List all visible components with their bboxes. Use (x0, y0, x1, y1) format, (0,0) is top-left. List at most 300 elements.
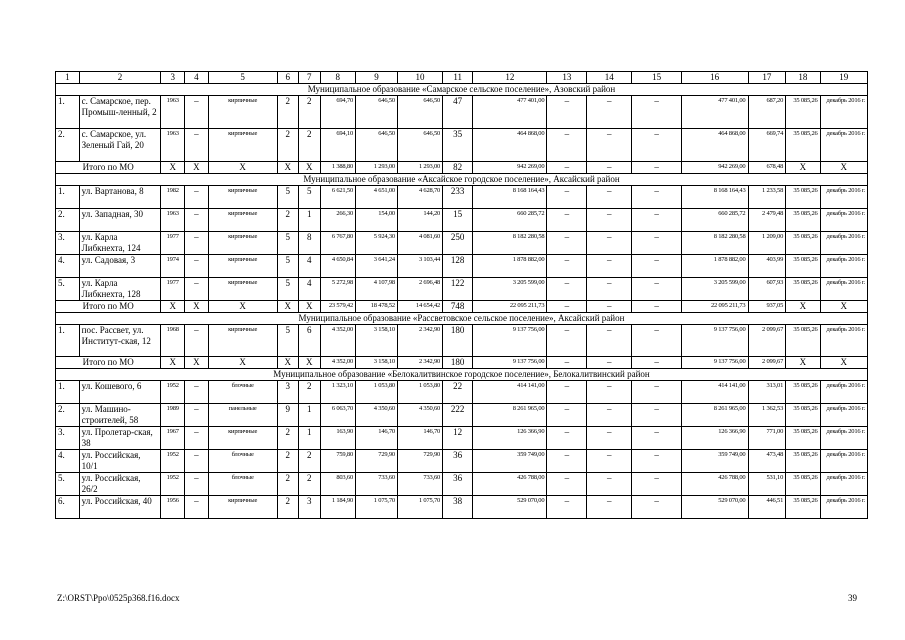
residential-area: 4 350,60 (397, 404, 442, 427)
total-area: 163,90 (320, 427, 355, 450)
repair-cost: 1 878 882,00 (473, 255, 547, 278)
table-cell: – (547, 381, 587, 404)
repair-cost: 8 182 280,58 (473, 232, 547, 255)
repair-cost: 464 868,00 (473, 129, 547, 162)
table-cell: X (277, 162, 299, 174)
residential-area: 2 342,90 (397, 357, 442, 369)
address: пос. Рассвет, ул. Институт-ская, 12 (79, 325, 161, 357)
table-row (56, 186, 868, 209)
residents-count: 233 (443, 186, 473, 209)
table-cell: X (208, 301, 277, 313)
table-cell: – (632, 255, 681, 278)
entrances: 6 (299, 325, 321, 357)
completion-date: декабрь 2016 г. (820, 427, 867, 450)
entrances: 2 (299, 450, 321, 473)
table-cell: X (820, 301, 867, 313)
unit-cost: 687,20 (748, 96, 786, 129)
unit-cost: 1 362,53 (748, 404, 786, 427)
column-number: 5 (208, 72, 277, 84)
column-number: 17 (748, 72, 786, 84)
table-cell: – (632, 381, 681, 404)
section-title-row (56, 84, 868, 96)
table-cell: – (587, 404, 632, 427)
table-cell: – (547, 427, 587, 450)
total-row (56, 357, 868, 369)
total-cost: 942 269,00 (681, 162, 748, 174)
wall-material: кирпичные (208, 325, 277, 357)
wall-material: панельные (208, 404, 277, 427)
table-cell: – (632, 325, 681, 357)
residential-area: 2 342,90 (397, 325, 442, 357)
row-number: 3. (56, 232, 80, 255)
table-cell: – (632, 301, 681, 313)
repair-cost: 359 749,00 (473, 450, 547, 473)
max-unit-cost: 35 085,26 (786, 129, 820, 162)
table-cell: X (185, 162, 209, 174)
unit-cost: 531,10 (748, 473, 786, 496)
table-cell: – (632, 209, 681, 232)
total-cost: 22 095 211,73 (681, 301, 748, 313)
table-cell: – (547, 186, 587, 209)
table-cell: X (786, 162, 820, 174)
floors: 2 (277, 473, 299, 496)
total-area: 694,70 (320, 96, 355, 129)
table-cell: – (632, 450, 681, 473)
total-cost: 1 878 882,00 (681, 255, 748, 278)
year-built: 1956 (161, 496, 185, 519)
total-cost: 426 788,00 (681, 473, 748, 496)
column-number: 6 (277, 72, 299, 84)
address: с. Самарское, ул. Зеленый Гай, 20 (79, 129, 161, 162)
completion-date: декабрь 2016 г. (820, 278, 867, 301)
residents-count: 47 (443, 96, 473, 129)
total-area: 266,30 (320, 209, 355, 232)
table-cell: – (632, 496, 681, 519)
total-cost: 8 182 280,58 (681, 232, 748, 255)
living-area: 1 053,80 (356, 381, 398, 404)
table-cell: – (587, 209, 632, 232)
address: ул. Садовая, 3 (79, 255, 161, 278)
unit-cost: 2 099,67 (748, 357, 786, 369)
column-number: 3 (161, 72, 185, 84)
total-cost: 477 401,00 (681, 96, 748, 129)
living-area: 733,60 (356, 473, 398, 496)
residents-count: 22 (443, 381, 473, 404)
repair-cost: 660 285,72 (473, 209, 547, 232)
table-cell: – (632, 473, 681, 496)
section-title: Муниципальное образование «Рассветовское сельское поселение», Аксайский район (56, 313, 868, 325)
floors: 2 (277, 96, 299, 129)
residents-count: 748 (443, 301, 473, 313)
table-cell: – (547, 96, 587, 129)
table-cell: – (587, 232, 632, 255)
section-title-row (56, 174, 868, 186)
wall-material: кирпичные (208, 209, 277, 232)
table-cell: X (820, 357, 867, 369)
entrances: 2 (299, 381, 321, 404)
residential-area: 646,50 (397, 96, 442, 129)
residents-count: 38 (443, 496, 473, 519)
floors: 9 (277, 404, 299, 427)
residential-area: 1 293,00 (397, 162, 442, 174)
table-cell: – (185, 96, 209, 129)
table-cell: – (547, 129, 587, 162)
repair-cost: 477 401,00 (473, 96, 547, 129)
residential-area: 646,50 (397, 129, 442, 162)
total-area: 4 352,00 (320, 325, 355, 357)
max-unit-cost: 35 085,26 (786, 496, 820, 519)
residents-count: 12 (443, 427, 473, 450)
floors: 2 (277, 427, 299, 450)
table-cell: X (299, 301, 321, 313)
residential-area: 729,90 (397, 450, 442, 473)
column-number: 12 (473, 72, 547, 84)
completion-date: декабрь 2016 г. (820, 404, 867, 427)
table-cell: – (632, 96, 681, 129)
entrances: 1 (299, 404, 321, 427)
residential-area: 144,20 (397, 209, 442, 232)
year-built: 1968 (161, 325, 185, 357)
column-number: 15 (632, 72, 681, 84)
living-area: 646,50 (356, 96, 398, 129)
repair-cost: 3 205 599,00 (473, 278, 547, 301)
unit-cost: 313,01 (748, 381, 786, 404)
max-unit-cost: 35 085,26 (786, 96, 820, 129)
entrances: 5 (299, 186, 321, 209)
address: ул. Российская, 40 (79, 496, 161, 519)
table-cell: – (185, 325, 209, 357)
table-row (56, 129, 868, 162)
total-cost: 3 205 599,00 (681, 278, 748, 301)
row-number: 1. (56, 186, 80, 209)
table-cell: X (786, 357, 820, 369)
total-area: 759,80 (320, 450, 355, 473)
table-cell: X (185, 357, 209, 369)
table-cell: – (587, 496, 632, 519)
entrances: 3 (299, 496, 321, 519)
table-cell: – (632, 427, 681, 450)
completion-date: декабрь 2016 г. (820, 255, 867, 278)
table-cell: – (632, 232, 681, 255)
table-cell: – (587, 427, 632, 450)
completion-date: декабрь 2016 г. (820, 473, 867, 496)
table-cell: – (547, 232, 587, 255)
row-number: 1. (56, 381, 80, 404)
unit-cost: 607,93 (748, 278, 786, 301)
total-row (56, 162, 868, 174)
table-cell: – (547, 404, 587, 427)
residents-count: 15 (443, 209, 473, 232)
living-area: 3 641,24 (356, 255, 398, 278)
year-built: 1967 (161, 427, 185, 450)
table-cell: – (185, 278, 209, 301)
year-built: 1974 (161, 255, 185, 278)
table-cell: X (786, 301, 820, 313)
total-cost: 8 261 965,00 (681, 404, 748, 427)
table-cell: – (632, 186, 681, 209)
entrances: 1 (299, 427, 321, 450)
floors: 2 (277, 129, 299, 162)
table-row (56, 450, 868, 473)
table-row (56, 278, 868, 301)
total-area: 6 621,50 (320, 186, 355, 209)
table-cell: – (547, 209, 587, 232)
living-area: 18 478,52 (356, 301, 398, 313)
table-cell: X (820, 162, 867, 174)
total-cost: 359 749,00 (681, 450, 748, 473)
table-row (56, 404, 868, 427)
table-cell: X (299, 162, 321, 174)
max-unit-cost: 35 085,26 (786, 381, 820, 404)
table-row (56, 381, 868, 404)
section-title: Муниципальное образование «Самарское сельское поселение», Азовский район (56, 84, 868, 96)
table-cell: – (547, 357, 587, 369)
table-cell: – (185, 209, 209, 232)
table-row (56, 496, 868, 519)
completion-date: декабрь 2016 г. (820, 209, 867, 232)
unit-cost: 1 209,00 (748, 232, 786, 255)
wall-material: кирпичные (208, 186, 277, 209)
repair-cost: 9 137 756,00 (473, 357, 547, 369)
section-title-row (56, 313, 868, 325)
living-area: 4 651,00 (356, 186, 398, 209)
table-cell: – (547, 278, 587, 301)
table-cell: – (587, 96, 632, 129)
row-number: 4. (56, 450, 80, 473)
total-cost: 9 137 756,00 (681, 357, 748, 369)
max-unit-cost: 35 085,26 (786, 186, 820, 209)
entrances: 4 (299, 255, 321, 278)
floors: 2 (277, 450, 299, 473)
total-cost: 414 141,00 (681, 381, 748, 404)
table-row (56, 232, 868, 255)
max-unit-cost: 35 085,26 (786, 325, 820, 357)
total-area: 803,60 (320, 473, 355, 496)
address: ул. Машино-строителей, 58 (79, 404, 161, 427)
section-title-row (56, 369, 868, 381)
row-number: 4. (56, 255, 80, 278)
repair-cost: 8 261 965,00 (473, 404, 547, 427)
residents-count: 128 (443, 255, 473, 278)
unit-cost: 2 099,67 (748, 325, 786, 357)
completion-date: декабрь 2016 г. (820, 96, 867, 129)
unit-cost: 669,74 (748, 129, 786, 162)
living-area: 1 075,70 (356, 496, 398, 519)
residential-area: 1 053,80 (397, 381, 442, 404)
max-unit-cost: 35 085,26 (786, 255, 820, 278)
total-cost: 660 285,72 (681, 209, 748, 232)
year-built: 1982 (161, 186, 185, 209)
table-row (56, 427, 868, 450)
completion-date: декабрь 2016 г. (820, 232, 867, 255)
max-unit-cost: 35 085,26 (786, 427, 820, 450)
year-built: 1952 (161, 450, 185, 473)
wall-material: блочные (208, 381, 277, 404)
section-title: Муниципальное образование «Белокалитвинское городское поселение», Белокалитвинский район (56, 369, 868, 381)
table-cell: X (161, 162, 185, 174)
year-built: 1952 (161, 473, 185, 496)
table-cell: – (587, 473, 632, 496)
residential-area: 4 081,60 (397, 232, 442, 255)
residents-count: 36 (443, 473, 473, 496)
column-number: 16 (681, 72, 748, 84)
unit-cost: 403,99 (748, 255, 786, 278)
repair-cost: 8 168 164,43 (473, 186, 547, 209)
column-number: 11 (443, 72, 473, 84)
table-cell: – (185, 381, 209, 404)
repair-cost: 9 137 756,00 (473, 325, 547, 357)
total-label: Итого по МО (56, 357, 161, 369)
year-built: 1963 (161, 129, 185, 162)
total-row (56, 301, 868, 313)
table-cell: X (208, 162, 277, 174)
entrances: 1 (299, 209, 321, 232)
unit-cost: 2 479,48 (748, 209, 786, 232)
repair-cost: 126 366,90 (473, 427, 547, 450)
floors: 5 (277, 278, 299, 301)
residents-count: 250 (443, 232, 473, 255)
total-label: Итого по МО (56, 301, 161, 313)
entrances: 2 (299, 96, 321, 129)
row-number: 5. (56, 278, 80, 301)
floors: 2 (277, 209, 299, 232)
repair-cost: 529 070,00 (473, 496, 547, 519)
table-cell: – (547, 473, 587, 496)
residential-area: 1 075,70 (397, 496, 442, 519)
column-number: 18 (786, 72, 820, 84)
repair-cost: 22 095 211,73 (473, 301, 547, 313)
unit-cost: 1 233,58 (748, 186, 786, 209)
total-area: 1 323,10 (320, 381, 355, 404)
wall-material: блочные (208, 473, 277, 496)
total-cost: 8 168 164,43 (681, 186, 748, 209)
total-area: 1 184,90 (320, 496, 355, 519)
wall-material: кирпичные (208, 255, 277, 278)
wall-material: кирпичные (208, 129, 277, 162)
residents-count: 180 (443, 325, 473, 357)
row-number: 2. (56, 209, 80, 232)
residential-area: 14 654,42 (397, 301, 442, 313)
table-cell: – (547, 496, 587, 519)
table-row (56, 255, 868, 278)
total-area: 1 388,80 (320, 162, 355, 174)
floors: 5 (277, 255, 299, 278)
table-row (56, 325, 868, 357)
completion-date: декабрь 2016 г. (820, 496, 867, 519)
completion-date: декабрь 2016 г. (820, 186, 867, 209)
total-cost: 126 366,90 (681, 427, 748, 450)
living-area: 4 350,60 (356, 404, 398, 427)
address: с. Самарское, пер. Промыш-ленный, 2 (79, 96, 161, 129)
total-area: 694,10 (320, 129, 355, 162)
floors: 5 (277, 186, 299, 209)
table-cell: – (587, 301, 632, 313)
table-cell: – (185, 427, 209, 450)
completion-date: декабрь 2016 г. (820, 325, 867, 357)
address: ул. Российская, 10/1 (79, 450, 161, 473)
row-number: 6. (56, 496, 80, 519)
address: ул. Карла Либкнехта, 128 (79, 278, 161, 301)
living-area: 1 293,00 (356, 162, 398, 174)
table-cell: – (632, 278, 681, 301)
wall-material: кирпичные (208, 96, 277, 129)
residential-area: 2 696,48 (397, 278, 442, 301)
residents-count: 35 (443, 129, 473, 162)
table-cell: – (587, 186, 632, 209)
living-area: 729,90 (356, 450, 398, 473)
table-cell: – (632, 357, 681, 369)
table-cell: X (161, 357, 185, 369)
table-cell: X (161, 301, 185, 313)
total-label: Итого по МО (56, 162, 161, 174)
living-area: 646,50 (356, 129, 398, 162)
residents-count: 82 (443, 162, 473, 174)
living-area: 146,70 (356, 427, 398, 450)
wall-material: кирпичные (208, 232, 277, 255)
entrances: 2 (299, 473, 321, 496)
max-unit-cost: 35 085,26 (786, 232, 820, 255)
table-cell: – (185, 450, 209, 473)
table-cell: – (547, 255, 587, 278)
floors: 3 (277, 381, 299, 404)
year-built: 1963 (161, 96, 185, 129)
living-area: 4 107,98 (356, 278, 398, 301)
row-number: 1. (56, 325, 80, 357)
table-cell: – (587, 357, 632, 369)
table-cell: – (185, 129, 209, 162)
table-cell: – (185, 496, 209, 519)
address: ул. Вартанова, 8 (79, 186, 161, 209)
entrances: 2 (299, 129, 321, 162)
entrances: 4 (299, 278, 321, 301)
residential-area: 3 103,44 (397, 255, 442, 278)
max-unit-cost: 35 085,26 (786, 209, 820, 232)
column-number: 1 (56, 72, 80, 84)
max-unit-cost: 35 085,26 (786, 404, 820, 427)
max-unit-cost: 35 085,26 (786, 278, 820, 301)
column-number: 14 (587, 72, 632, 84)
page-number: 39 (848, 593, 857, 603)
address: ул. Российская, 26/2 (79, 473, 161, 496)
entrances: 8 (299, 232, 321, 255)
column-number: 2 (79, 72, 161, 84)
wall-material: блочные (208, 450, 277, 473)
completion-date: декабрь 2016 г. (820, 129, 867, 162)
row-number: 2. (56, 404, 80, 427)
table-cell: – (547, 162, 587, 174)
table-cell: X (277, 357, 299, 369)
year-built: 1952 (161, 381, 185, 404)
column-number: 9 (356, 72, 398, 84)
section-title: Муниципальное образование «Аксайское городское поселение», Аксайский район (56, 174, 868, 186)
row-number: 2. (56, 129, 80, 162)
table-cell: X (299, 357, 321, 369)
year-built: 1977 (161, 232, 185, 255)
table-cell: – (587, 325, 632, 357)
year-built: 1963 (161, 209, 185, 232)
total-cost: 464 868,00 (681, 129, 748, 162)
residential-area: 146,70 (397, 427, 442, 450)
address: ул. Кошевого, 6 (79, 381, 161, 404)
footer-file-path: Z:\ORST\Ppo\0525p368.f16.docx (57, 593, 180, 603)
total-cost: 529 070,00 (681, 496, 748, 519)
unit-cost: 937,05 (748, 301, 786, 313)
row-number: 1. (56, 96, 80, 129)
table-row (56, 96, 868, 129)
unit-cost: 446,51 (748, 496, 786, 519)
table-cell: – (185, 232, 209, 255)
column-number: 10 (397, 72, 442, 84)
